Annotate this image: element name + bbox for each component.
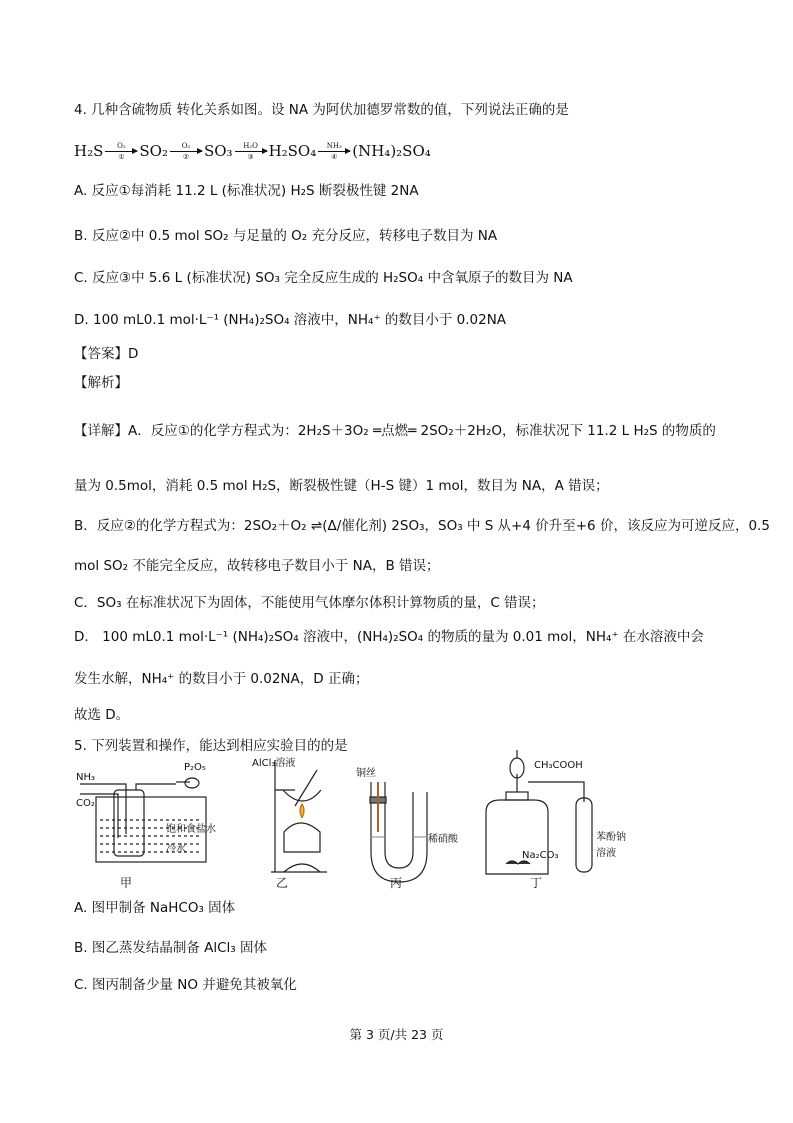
page-footer: 第 3 页/共 23 页: [349, 1027, 444, 1042]
label-solution: 溶液: [596, 848, 616, 859]
detail-line-5: C．SO₃ 在标准状况下为固体，不能使用气体摩尔体积计算物质的量，C 错误；: [74, 595, 545, 611]
q5-stem: 5. 下列装置和操作，能达到相应实验目的的是: [74, 738, 348, 754]
detail-line-7: 发生水解，NH₄⁺ 的数目小于 0.02NA，D 正确；: [74, 671, 369, 687]
detail-line-8: 故选 D。: [74, 707, 130, 723]
detail-line-3: B．反应②的化学方程式为：2SO₂＋O₂ ⇌(Δ/催化剂) 2SO₃，SO₃ 中 S 从+4 价升至+6 价，该反应为可逆反应，0.5: [74, 518, 770, 534]
sulfur-conversion-chain: [74, 138, 431, 164]
fig-label-ding: 丁: [530, 876, 543, 890]
label-cu-wire: 铜丝: [356, 768, 376, 779]
figure-bing: [370, 782, 427, 882]
arrow-1: O₂ ①: [105, 142, 137, 161]
q4-option-c[interactable]: C. 反应③中 5.6 L (标准状况) SO₃ 完全反应生成的 H₂SO₄ 中含氧原子的数目为 NA: [74, 270, 573, 286]
q5-option-c[interactable]: C. 图丙制备少量 NO 并避免其被氧化: [74, 977, 297, 993]
arrow-2: O₂ ②: [170, 142, 202, 161]
fig-label-bing: 丙: [390, 876, 403, 890]
answer: 【答案】D: [74, 346, 139, 362]
chain-nh4-2so4: (NH₄)₂SO₄: [352, 142, 431, 160]
label-co2: CO₂: [76, 798, 95, 809]
q4-option-b[interactable]: B. 反应②中 0.5 mol SO₂ 与足量的 O₂ 充分反应，转移电子数目为 NA: [74, 228, 498, 244]
detail-line-1: 【详解】A．反应①的化学方程式为：2H₂S＋3O₂ ═点燃═ 2SO₂＋2H₂O，标准状况下 11.2 L H₂S 的物质的: [74, 423, 716, 439]
label-p2o5: P₂O₅: [184, 762, 206, 773]
figure-jia: [80, 778, 206, 862]
label-brine: 饱和食盐水: [166, 824, 216, 835]
label-ch3cooh: CH₃COOH: [534, 760, 583, 771]
label-alcl3: AlCl₃溶液: [252, 758, 296, 769]
arrow-4: NH₃ ④: [318, 142, 350, 161]
chain-so2: SO₂: [139, 142, 168, 160]
label-cold-water: 冷水: [166, 844, 186, 855]
analysis-label: 【解析】: [74, 375, 128, 391]
label-na2co3: Na₂CO₃: [522, 850, 559, 861]
q5-option-a[interactable]: A. 图甲制备 NaHCO₃ 固体: [74, 900, 236, 916]
detail-line-4: mol SO₂ 不能完全反应，故转移电子数目小于 NA，B 错误；: [74, 558, 440, 574]
apparatus-figures: [66, 742, 626, 892]
chain-h2s: H₂S: [74, 142, 104, 160]
q4-stem: 4. 几种含硫物质 转化关系如图。设 NA 为阿伏加德罗常数的值，下列说法正确的是: [74, 102, 569, 118]
figure-yi: [271, 760, 327, 872]
fig-label-jia: 甲: [120, 876, 133, 890]
label-phenolate: 苯酚钠: [596, 832, 626, 843]
label-hno3: 稀硝酸: [428, 834, 458, 845]
fig-label-yi: 乙: [276, 876, 289, 890]
q4-option-d[interactable]: D. 100 mL0.1 mol·L⁻¹ (NH₄)₂SO₄ 溶液中，NH₄⁺ 的数目小于 0.02NA: [74, 312, 507, 328]
q4-option-a[interactable]: A. 反应①每消耗 11.2 L (标准状况) H₂S 断裂极性键 2NA: [74, 183, 419, 199]
detail-line-6: D． 100 mL0.1 mol·L⁻¹ (NH₄)₂SO₄ 溶液中，(NH₄)₂SO₄ 的物质的量为 0.01 mol，NH₄⁺ 在水溶液中会: [74, 629, 704, 645]
q5-option-b[interactable]: B. 图乙蒸发结晶制备 AlCl₃ 固体: [74, 940, 268, 956]
chain-so3: SO₃: [203, 142, 233, 160]
chain-h2so4: H₂SO₄: [268, 142, 317, 160]
detail-line-2: 量为 0.5mol，消耗 0.5 mol H₂S，断裂极性键（H-S 键）1 mol，数目为 NA，A 错误；: [74, 478, 609, 494]
arrow-3: H₂O ③: [235, 142, 267, 161]
label-nh3: NH₃: [76, 772, 96, 783]
